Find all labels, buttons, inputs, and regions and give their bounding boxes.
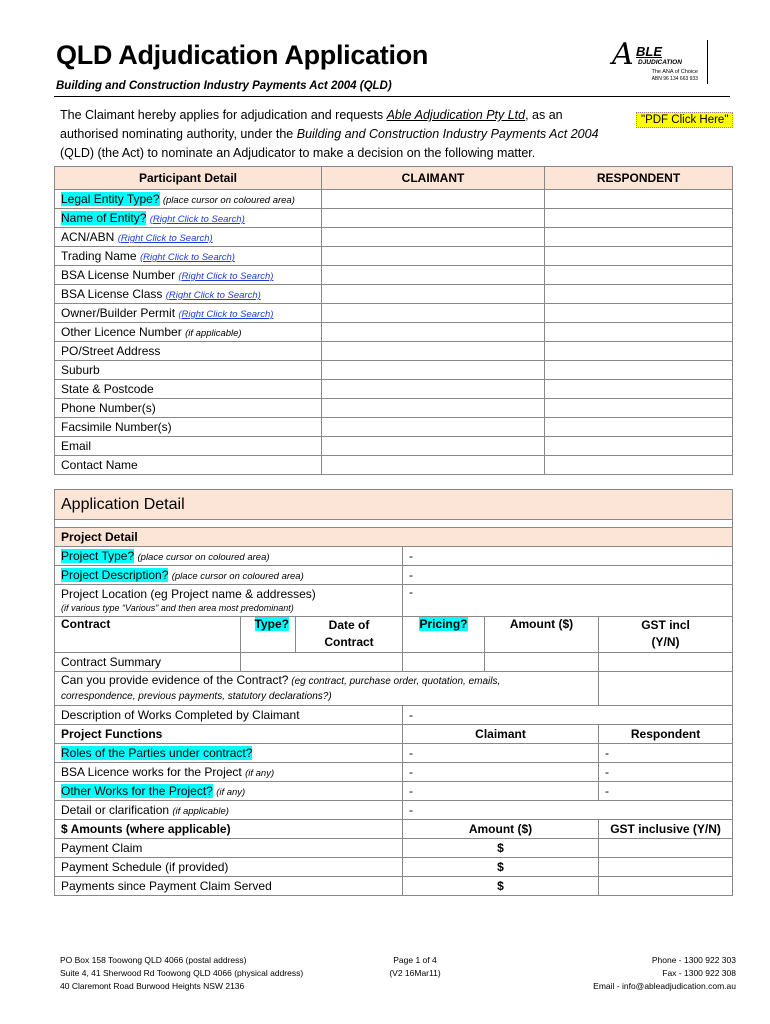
roles-respondent-value[interactable]: -: [599, 744, 733, 763]
respondent-cell[interactable]: [545, 266, 733, 285]
date-of-contract-header: [296, 617, 403, 653]
contract-date-cell[interactable]: [241, 653, 403, 672]
respondent-cell[interactable]: [545, 285, 733, 304]
row-label: [55, 547, 403, 566]
row-label: State & Postcode: [55, 380, 322, 399]
payments-since-label: Payments since Payment Claim Served: [55, 877, 403, 896]
row-label-text: Other Licence Number: [61, 325, 182, 339]
yn-text: (Y/N): [651, 635, 680, 649]
participant-table: [54, 166, 733, 475]
name-of-entity-field[interactable]: Name of Entity?: [61, 211, 147, 225]
detail-label: Detail or clarification: [61, 803, 170, 817]
project-description-field[interactable]: Project Description?: [61, 568, 169, 582]
intro-act: Building and Construction Industry Payments Act 2004: [296, 127, 599, 141]
footer-address: [60, 954, 303, 993]
claimant-cell[interactable]: [322, 209, 545, 228]
row-label: [55, 266, 322, 285]
evidence-row: [55, 672, 733, 706]
claimant-cell[interactable]: [322, 380, 545, 399]
other-works-row: [55, 782, 733, 801]
functions-claimant-header: Claimant: [403, 725, 599, 744]
project-detail-heading: Project Detail: [55, 528, 733, 547]
project-location-row: [55, 585, 733, 617]
detail-row: [55, 801, 733, 820]
spacer-row: [55, 520, 733, 528]
respondent-cell[interactable]: [545, 247, 733, 266]
table-row: [55, 190, 733, 209]
project-type-field[interactable]: Project Type?: [61, 549, 135, 563]
application-detail-title-row: [55, 490, 733, 520]
project-functions-header: Project Functions: [55, 725, 403, 744]
logo-letter: A: [612, 37, 634, 72]
application-detail-title: Application Detail: [55, 490, 733, 520]
table-row: [55, 380, 733, 399]
respondent-cell[interactable]: [545, 323, 733, 342]
claimant-cell[interactable]: [322, 342, 545, 361]
date-of-text: Date of: [328, 618, 370, 632]
project-location-note: (if various type “Various” and then area most predominant): [61, 602, 294, 613]
spacer-cell: [55, 520, 733, 528]
respondent-cell[interactable]: [545, 418, 733, 437]
claimant-cell[interactable]: [322, 190, 545, 209]
table-row: [55, 228, 733, 247]
claimant-cell[interactable]: [322, 399, 545, 418]
claimant-cell[interactable]: [322, 304, 545, 323]
respondent-cell[interactable]: [545, 437, 733, 456]
payments-since-row: [55, 877, 733, 896]
header-divider: [54, 96, 730, 97]
participant-header-row: [55, 167, 733, 190]
row-label: [55, 585, 403, 617]
row-label: [55, 801, 403, 820]
table-row: [55, 399, 733, 418]
row-label-text: BSA License Number: [61, 268, 176, 282]
other-works-claimant-value[interactable]: -: [403, 782, 599, 801]
footer-email[interactable]: Email - info@ableadjudication.com.au: [593, 981, 736, 991]
claimant-cell[interactable]: [322, 456, 545, 475]
footer-physical-address: Suite 4, 41 Sherwood Rd Toowong QLD 4066 (physical address): [60, 968, 304, 978]
type-header-cell: [241, 617, 296, 653]
row-label-text: ACN/ABN: [61, 230, 115, 244]
table-row: [55, 323, 733, 342]
contract-summary-row: [55, 653, 733, 672]
other-works-field[interactable]: Other Works for the Project?: [61, 784, 213, 798]
bsa-works-label: BSA Licence works for the Project: [61, 765, 242, 779]
gst-incl-header: [599, 617, 733, 653]
footer-fax: Fax - 1300 922 308: [662, 968, 736, 978]
row-label: [55, 209, 322, 228]
roles-field[interactable]: Roles of the Parties under contract?: [61, 746, 253, 760]
intro-company: Able Adjudication Pty Ltd: [386, 108, 526, 122]
project-location-label: Project Location (eg Project name & addresses): [61, 586, 316, 601]
respondent-cell[interactable]: [545, 456, 733, 475]
project-description-value[interactable]: -: [403, 566, 733, 585]
amount-col-header: Amount ($): [403, 820, 599, 839]
bsa-claimant-value[interactable]: -: [403, 763, 599, 782]
claimant-cell[interactable]: [322, 285, 545, 304]
table-row: [55, 342, 733, 361]
amounts-header-row: [55, 820, 733, 839]
search-link[interactable]: (Right Click to Search): [178, 271, 274, 282]
gst-inclusive-header: GST inclusive (Y/N): [599, 820, 733, 839]
logo-tagline: The ANA of Choice: [651, 69, 698, 75]
search-link[interactable]: (Right Click to Search): [117, 233, 213, 244]
payments-since-gst[interactable]: [599, 877, 733, 896]
row-label: [55, 782, 403, 801]
detail-value[interactable]: -: [403, 801, 733, 820]
page-number: Page 1 of 4: [393, 955, 437, 965]
claimant-cell[interactable]: [322, 323, 545, 342]
claimant-cell[interactable]: [322, 437, 545, 456]
respondent-cell[interactable]: [545, 399, 733, 418]
footer-page-info: [370, 954, 460, 980]
table-row: [55, 437, 733, 456]
able-adjudication-logo: [612, 37, 708, 84]
project-description-row: [55, 566, 733, 585]
amount-header: Amount ($): [485, 617, 599, 653]
evidence-question-text: Can you provide evidence of the Contract?: [61, 673, 289, 687]
amount-cell[interactable]: [485, 653, 599, 672]
payment-claim-gst[interactable]: [599, 839, 733, 858]
gst-incl-text: GST incl: [641, 618, 690, 632]
row-label: Phone Number(s): [55, 399, 322, 418]
roles-claimant-value[interactable]: -: [403, 744, 599, 763]
table-row: [55, 418, 733, 437]
respondent-cell[interactable]: [545, 342, 733, 361]
footer-contact: [593, 954, 736, 993]
payment-schedule-gst[interactable]: [599, 858, 733, 877]
payment-schedule-row: [55, 858, 733, 877]
respondent-cell[interactable]: [545, 190, 733, 209]
logo-abn: ABN 96 134 663 933: [651, 76, 698, 82]
row-label-text: Trading Name: [61, 249, 137, 263]
intro-text-2: , as an authorised nominating authority, under the: [60, 108, 563, 141]
project-type-value[interactable]: -: [403, 547, 733, 566]
payment-claim-row: [55, 839, 733, 858]
row-label: [55, 247, 322, 266]
payment-claim-amount[interactable]: $: [403, 839, 599, 858]
row-label: [55, 228, 322, 247]
evidence-note-2: correspondence, previous payments, statutory declarations?): [61, 691, 332, 702]
row-label: [55, 323, 322, 342]
contract-header-row: [55, 617, 733, 653]
legal-entity-type-field[interactable]: Legal Entity Type?: [61, 192, 160, 206]
claimant-header: CLAIMANT: [322, 167, 545, 190]
evidence-answer-cell[interactable]: [599, 672, 733, 706]
contract-type-field[interactable]: Type?: [254, 617, 289, 631]
row-label: [55, 304, 322, 323]
other-works-respondent-value[interactable]: -: [599, 782, 733, 801]
payments-since-amount[interactable]: $: [403, 877, 599, 896]
row-label: Suburb: [55, 361, 322, 380]
page-subtitle: Building and Construction Industry Payments Act 2004 (QLD): [56, 80, 392, 92]
row-note: (if applicable): [185, 328, 242, 339]
payment-claim-label: Payment Claim: [55, 839, 403, 858]
description-works-row: [55, 706, 733, 725]
version: (V2 16Mar11): [389, 968, 441, 978]
respondent-header: RESPONDENT: [545, 167, 733, 190]
bsa-respondent-value[interactable]: -: [599, 763, 733, 782]
respondent-cell[interactable]: [545, 209, 733, 228]
row-note: (place cursor on coloured area): [162, 195, 295, 206]
row-note: (place cursor on coloured area): [137, 552, 270, 563]
project-detail-row: [55, 528, 733, 547]
intro-text-1: The Claimant hereby applies for adjudication and requests: [60, 108, 387, 122]
claimant-cell[interactable]: [322, 418, 545, 437]
evidence-note-1: (eg contract, purchase order, quotation, emails,: [288, 676, 501, 687]
row-label-text: Owner/Builder Permit: [61, 306, 176, 320]
row-label: [55, 285, 322, 304]
participant-detail-header: Participant Detail: [55, 167, 322, 190]
gst-cell[interactable]: [599, 653, 733, 672]
row-label: PO/Street Address: [55, 342, 322, 361]
claimant-cell[interactable]: [322, 266, 545, 285]
row-label-text: BSA License Class: [61, 287, 163, 301]
claimant-cell[interactable]: [322, 228, 545, 247]
contract-word-text: Contract: [324, 635, 374, 649]
functions-respondent-header: Respondent: [599, 725, 733, 744]
logo-ble: BLE: [636, 44, 662, 59]
search-link[interactable]: (Right Click to Search): [178, 309, 274, 320]
search-link[interactable]: (Right Click to Search): [165, 290, 261, 301]
payment-schedule-amount[interactable]: $: [403, 858, 599, 877]
row-note: (place cursor on coloured area): [171, 571, 304, 582]
logo-adjudication: DJUDICATION: [638, 59, 682, 66]
contract-header: Contract: [55, 617, 241, 653]
row-label: Facsimile Number(s): [55, 418, 322, 437]
claimant-cell[interactable]: [322, 247, 545, 266]
respondent-cell[interactable]: [545, 361, 733, 380]
table-row: [55, 456, 733, 475]
row-label: [55, 763, 403, 782]
pricing-header-cell: [403, 617, 485, 653]
row-label: Email: [55, 437, 322, 456]
row-note: (if any): [245, 768, 275, 779]
amounts-header: $ Amounts (where applicable): [55, 820, 403, 839]
table-row: [55, 285, 733, 304]
footer-phone: Phone - 1300 922 303: [651, 955, 736, 965]
table-row: [55, 266, 733, 285]
footer-nsw-address: 40 Claremont Road Burwood Heights NSW 2136: [60, 981, 245, 991]
table-row: [55, 304, 733, 323]
table-row: [55, 247, 733, 266]
description-works-value[interactable]: -: [403, 706, 733, 725]
project-type-row: [55, 547, 733, 566]
claimant-cell[interactable]: [322, 361, 545, 380]
project-functions-row: [55, 725, 733, 744]
pdf-click-here-button[interactable]: "PDF Click Here": [636, 112, 733, 128]
pricing-field[interactable]: Pricing?: [419, 617, 468, 631]
row-note: (if applicable): [172, 806, 229, 817]
contract-summary-label: Contract Summary: [55, 653, 241, 672]
pricing-cell[interactable]: [403, 653, 485, 672]
evidence-question: [55, 672, 599, 706]
table-row: [55, 209, 733, 228]
row-label: Contact Name: [55, 456, 322, 475]
row-label: [55, 190, 322, 209]
search-link[interactable]: (Right Click to Search): [139, 252, 235, 263]
application-detail-table: [54, 489, 733, 896]
intro-text-3: (QLD) (the Act) to nominate an Adjudicator to make a decision on the following matter.: [60, 146, 536, 160]
respondent-cell[interactable]: [545, 228, 733, 247]
respondent-cell[interactable]: [545, 380, 733, 399]
footer-postal-address: PO Box 158 Toowong QLD 4066 (postal address): [60, 955, 247, 965]
intro-paragraph: [60, 106, 620, 163]
bsa-works-row: [55, 763, 733, 782]
row-label: [55, 566, 403, 585]
payment-schedule-label: Payment Schedule (if provided): [55, 858, 403, 877]
roles-row: [55, 744, 733, 763]
row-label: [55, 744, 403, 763]
description-works-label: Description of Works Completed by Claimant: [55, 706, 403, 725]
respondent-cell[interactable]: [545, 304, 733, 323]
page-title: QLD Adjudication Application: [56, 40, 429, 70]
row-note: (if any): [216, 787, 246, 798]
search-link[interactable]: (Right Click to Search): [149, 214, 245, 225]
logo-divider: [707, 40, 708, 84]
project-location-value[interactable]: -: [403, 585, 733, 617]
table-row: [55, 361, 733, 380]
